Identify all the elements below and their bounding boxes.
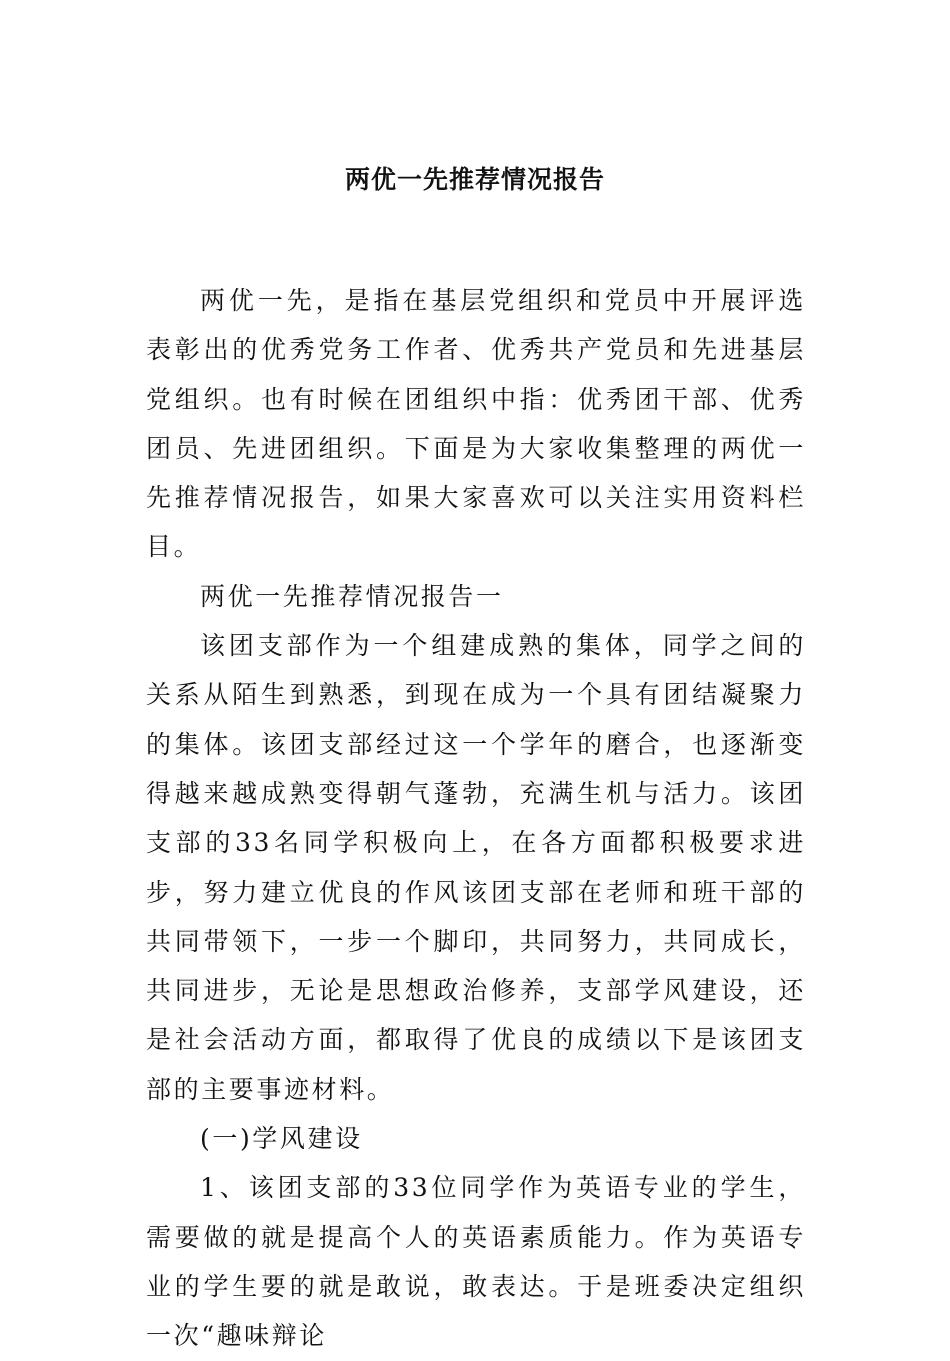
body-paragraph: 该团支部作为一个组建成熟的集体，同学之间的关系从陌生到熟悉，到现在成为一个具有团结凝聚力的集体。该团支部经过这一个学年的磨合，也逐渐变得越来越成熟变得朝气蓬勃，充满生机与活力。该团支部的33名同学积极向上，在各方面都积极要求进步，努力建立优良的作风该团支部在老师和班干部的共同带领下，一步一个脚印，共同努力，共同成长，共同进步，无论是思想政治修养，支部学风建设，还是社会活动方面，都取得了优良的成绩以下是该团支部的主要事迹材料。 xyxy=(146,631,806,1104)
intro-paragraph: 两优一先，是指在基层党组织和党员中开展评选表彰出的优秀党务工作者、优秀共产党员和先进基层党组织。也有时候在团组织中指：优秀团干部、优秀团员、先进团组织。下面是为大家收集整理的两优一先推荐情况报告，如果大家喜欢可以关注实用资料栏目。 xyxy=(146,286,806,562)
section-heading: 两优一先推荐情况报告一 xyxy=(200,581,504,611)
document-body xyxy=(146,276,806,1361)
subsection-heading: (一)学风建设 xyxy=(200,1124,363,1154)
document-title: 两优一先推荐情况报告 xyxy=(344,165,605,194)
body-paragraph-item-1: 1、该团支部的33位同学作为英语专业的学生，需要做的就是提高个人的英语素质能力。作为英语专业的学生要的就是敢说，敢表达。于是班委决定组织一次“趣味辩论 xyxy=(146,1173,806,1351)
